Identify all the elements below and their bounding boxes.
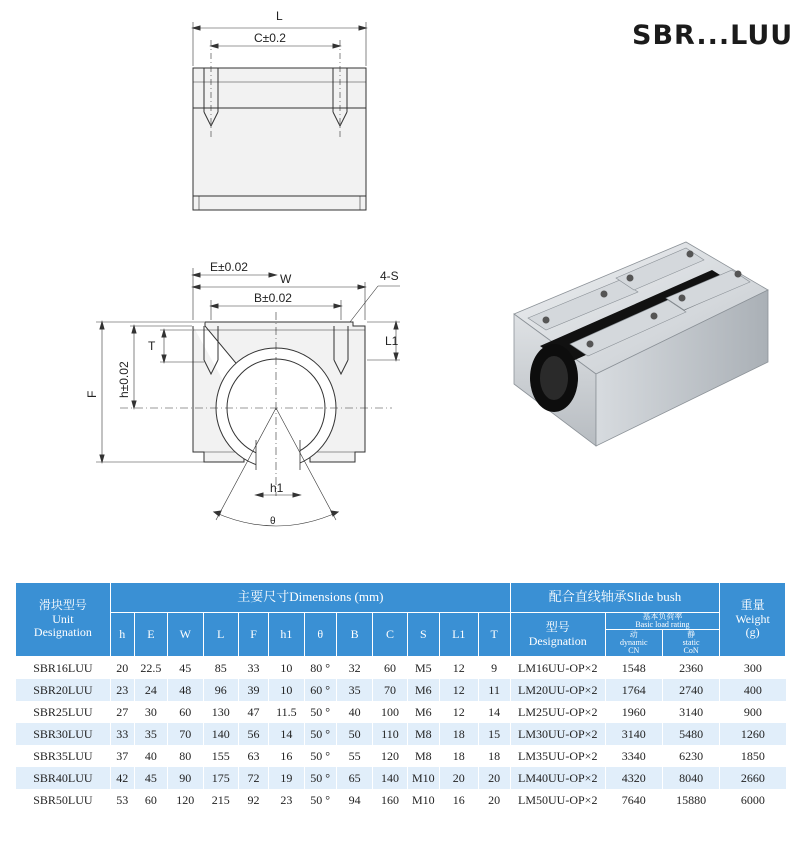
table-cell: 35 [336,679,372,701]
table-cell: 130 [203,701,238,723]
table-cell: 900 [720,701,786,723]
table-cell: 400 [720,679,786,701]
col-L1: L1 [439,613,478,657]
table-row [16,679,786,701]
label-theta: θ [270,516,276,527]
table-cell: 92 [238,789,268,811]
spec-table [15,582,786,811]
table-row [16,657,786,680]
table-cell: SBR20LUU [16,679,111,701]
header-slide-bush: 配合直线轴承Slide bush [510,583,719,613]
table-cell: 55 [336,745,372,767]
bush-model-cn: 型号 [545,619,570,634]
static-en: static [682,638,700,647]
table-cell: M8 [407,745,439,767]
col-h1: h1 [269,613,304,657]
table-row [16,789,786,811]
table-cell: 160 [373,789,407,811]
bush-model-en: Designation [528,633,587,648]
table-cell: 12 [439,679,478,701]
table-cell: 5480 [662,723,719,745]
table-cell: 33 [238,657,268,680]
table-cell: 3140 [605,723,662,745]
table-cell: SBR30LUU [16,723,111,745]
header-weight [720,583,786,657]
table-cell: 14 [269,723,304,745]
table-cell: 65 [336,767,372,789]
table-cell: 42 [110,767,134,789]
table-cell: SBR50LUU [16,789,111,811]
table-cell: 8040 [662,767,719,789]
table-cell: 10 [269,679,304,701]
table-cell: LM30UU-OP×2 [510,723,605,745]
header-unit [16,583,111,657]
label-S: 4-S [380,269,399,283]
table-cell: 22.5 [134,657,167,680]
table-cell: 175 [203,767,238,789]
header-weight-en: Weight [735,611,770,626]
static-sym: CoN [683,646,699,655]
table-cell: 50 ° [304,745,336,767]
table-cell: 15880 [662,789,719,811]
front-view-drawing [96,268,400,526]
table-cell: 110 [373,723,407,745]
table-cell: 70 [373,679,407,701]
table-cell: 6230 [662,745,719,767]
table-cell: 94 [336,789,372,811]
table-cell: 20 [478,789,510,811]
table-cell: 40 [336,701,372,723]
table-cell: 45 [134,767,167,789]
table-cell: 19 [269,767,304,789]
table-cell: LM35UU-OP×2 [510,745,605,767]
table-cell: 30 [134,701,167,723]
table-cell: 90 [168,767,203,789]
table-cell: 14 [478,701,510,723]
label-h: h±0.02 [117,361,131,398]
table-cell: 18 [439,745,478,767]
header-unit-cn: 滑块型号 [38,597,87,612]
table-cell: 23 [110,679,134,701]
table-cell: 33 [110,723,134,745]
table-cell: LM16UU-OP×2 [510,657,605,680]
table-cell: 60 ° [304,679,336,701]
col-h: h [110,613,134,657]
table-cell: M8 [407,723,439,745]
table-cell: 18 [439,723,478,745]
table-cell: 50 ° [304,789,336,811]
table-cell: 11 [478,679,510,701]
table-cell: 140 [203,723,238,745]
table-cell: 45 [168,657,203,680]
table-cell: M6 [407,679,439,701]
table-cell: 3140 [662,701,719,723]
table-cell: 1260 [720,723,786,745]
table-cell: 32 [336,657,372,680]
label-E: E±0.02 [210,260,248,274]
col-W: W [168,613,203,657]
table-cell: 85 [203,657,238,680]
table-cell: 12 [439,701,478,723]
dynamic-sym: CN [628,646,640,655]
header-weight-unit: (g) [745,625,760,640]
table-cell: SBR16LUU [16,657,111,680]
table-cell: 37 [110,745,134,767]
table-cell: 20 [439,767,478,789]
table-cell: M6 [407,701,439,723]
table-cell: 1850 [720,745,786,767]
table-cell: 50 [336,723,372,745]
table-cell: 4320 [605,767,662,789]
table-cell: 50 ° [304,723,336,745]
label-F: F [85,390,99,398]
label-C: C±0.2 [254,31,286,45]
table-cell: 11.5 [269,701,304,723]
table-cell: M10 [407,767,439,789]
table-cell: 72 [238,767,268,789]
table-cell: 80 ° [304,657,336,680]
table-cell: 9 [478,657,510,680]
table-cell: 155 [203,745,238,767]
label-h1: h1 [270,481,284,495]
table-cell: 20 [110,657,134,680]
table-cell: 60 [134,789,167,811]
table-cell: 16 [439,789,478,811]
table-cell: 140 [373,767,407,789]
table-row [16,723,786,745]
table-cell: 215 [203,789,238,811]
table-cell: 3340 [605,745,662,767]
table-cell: M10 [407,789,439,811]
table-cell: 2660 [720,767,786,789]
table-cell: 300 [720,657,786,680]
col-F: F [238,613,268,657]
table-cell: 18 [478,745,510,767]
table-row [16,701,786,723]
header-unit-en1: Unit [52,611,74,626]
table-cell: 20 [478,767,510,789]
rating-en: Basic load rating [635,620,690,629]
table-cell: SBR35LUU [16,745,111,767]
table-cell: 60 [168,701,203,723]
table-cell: 24 [134,679,167,701]
table-cell: 1548 [605,657,662,680]
table-cell: M5 [407,657,439,680]
table-cell: LM25UU-OP×2 [510,701,605,723]
rating-cn: 基本负荷率 [642,612,683,621]
col-theta: θ [304,613,336,657]
label-L1: L1 [385,334,399,348]
table-cell: 10 [269,657,304,680]
label-T: T [148,339,156,353]
header-dimensions: 主要尺寸Dimensions (mm) [110,583,510,613]
table-cell: 100 [373,701,407,723]
table-cell: 23 [269,789,304,811]
table-cell: 1960 [605,701,662,723]
table-cell: 56 [238,723,268,745]
table-cell: 120 [168,789,203,811]
table-cell: 2360 [662,657,719,680]
table-cell: 7640 [605,789,662,811]
table-cell: SBR40LUU [16,767,111,789]
label-B: B±0.02 [254,291,292,305]
product-image [506,234,774,450]
table-cell: 63 [238,745,268,767]
col-E: E [134,613,167,657]
page-title: SBR...LUU [632,20,794,51]
table-cell: 50 ° [304,701,336,723]
dynamic-cn: 动 [629,630,638,639]
table-cell: 47 [238,701,268,723]
table-cell: SBR25LUU [16,701,111,723]
col-dynamic [605,630,662,657]
label-L: L [276,9,283,23]
col-load-rating [605,613,720,630]
table-cell: 50 ° [304,767,336,789]
dynamic-en: dynamic [620,638,648,647]
table-cell: LM50UU-OP×2 [510,789,605,811]
table-cell: 39 [238,679,268,701]
table-cell: 6000 [720,789,786,811]
table-cell: 53 [110,789,134,811]
table-cell: 15 [478,723,510,745]
header-weight-cn: 重量 [740,597,765,612]
table-cell: 48 [168,679,203,701]
header-unit-en2: Designation [33,625,92,640]
col-C: C [373,613,407,657]
table-cell: 27 [110,701,134,723]
label-W: W [280,272,292,286]
table-cell: 70 [168,723,203,745]
table-cell: 35 [134,723,167,745]
table-cell: 60 [373,657,407,680]
table-cell: 12 [439,657,478,680]
table-cell: LM20UU-OP×2 [510,679,605,701]
col-S: S [407,613,439,657]
table-cell: LM40UU-OP×2 [510,767,605,789]
table-cell: 1764 [605,679,662,701]
table-cell: 80 [168,745,203,767]
col-B: B [336,613,372,657]
static-cn: 静 [687,630,696,639]
table-cell: 40 [134,745,167,767]
col-static [662,630,719,657]
col-L: L [203,613,238,657]
table-row [16,745,786,767]
table-cell: 120 [373,745,407,767]
table-cell: 16 [269,745,304,767]
col-T: T [478,613,510,657]
top-view-drawing [193,22,366,210]
table-cell: 2740 [662,679,719,701]
table-row [16,767,786,789]
col-bush-model [510,613,605,657]
table-cell: 96 [203,679,238,701]
